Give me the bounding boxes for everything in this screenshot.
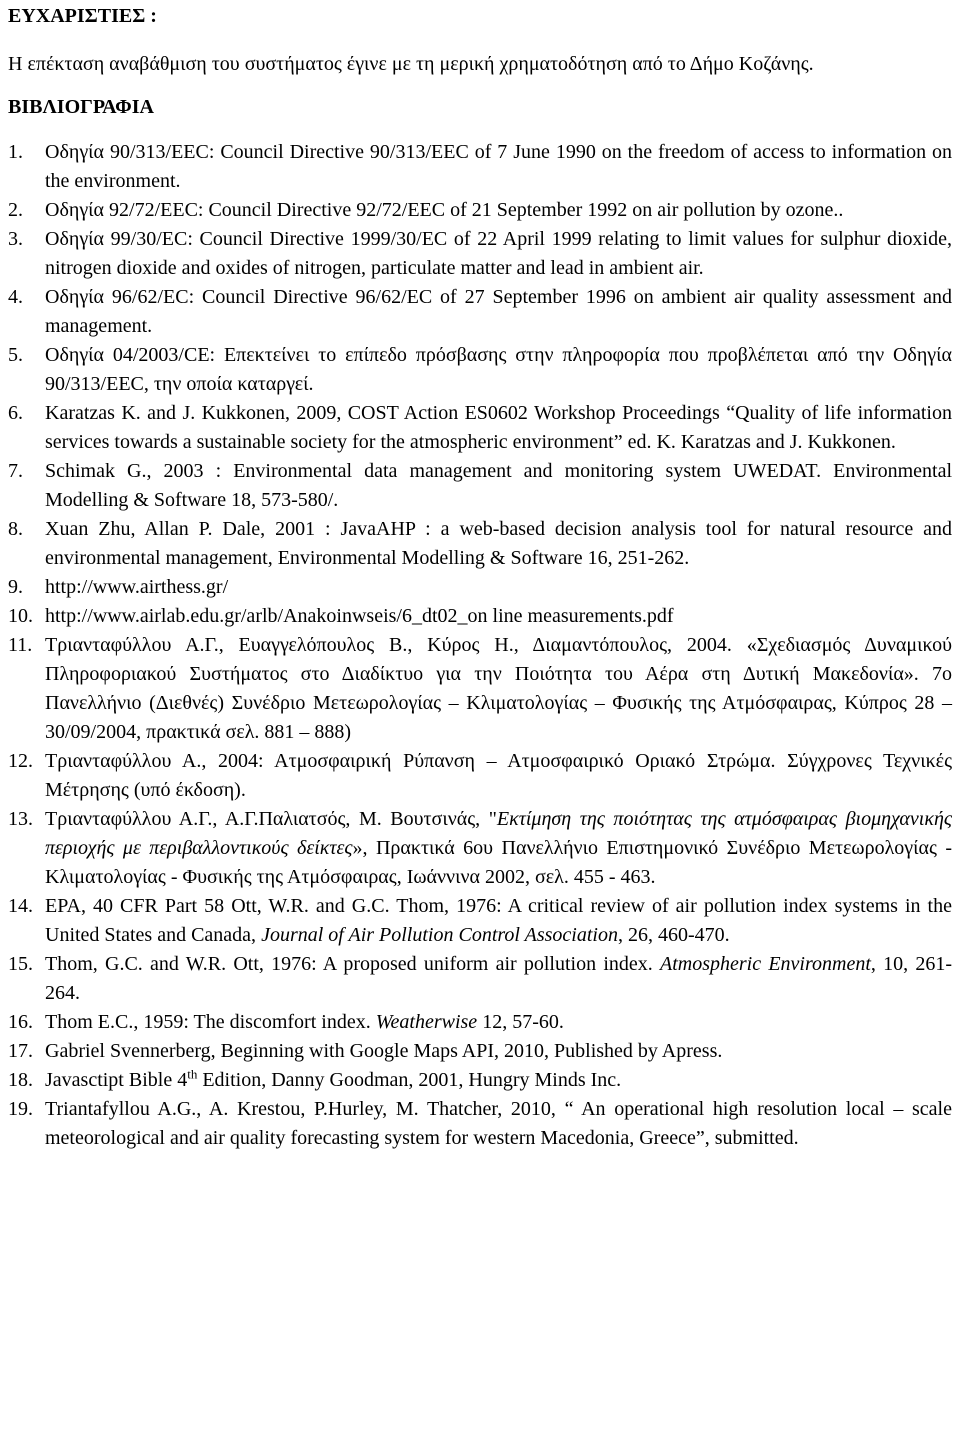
reference-text: Gabriel Svennerberg, Beginning with Google Maps API, 2010, Published by Apress. (45, 1040, 723, 1062)
reference-title-italic: Εκτίμηση της ποιότητας της ατμόσφαιρας βιομηχανικής περιοχής με περιβαλλοντικούς δείκτες (45, 808, 952, 859)
reference-item (8, 196, 952, 225)
reference-text: Xuan Zhu, Allan P. Dale, 2001 : JavaAHP : a web-based decision analysis tool for natural resource and environmental management, Environmental Modelling & Software 16, 251-262. (45, 518, 952, 569)
reference-number: 17. (8, 1040, 33, 1062)
bibliography-heading: ΒΙΒΛΙΟΓΡΑΦΙΑ (8, 96, 154, 118)
reference-number: 8. (8, 518, 23, 540)
reference-text: Τριανταφύλλου Α.Γ., Ευαγγελόπουλος Β., Κύρος Η., Διαμαντόπουλος, 2004. «Σχεδιασμός Δυναμικού Πληροφοριακού Συστήματος στο Διαδίκτυο για την Ποιότητα του Αέρα στη Δυτική Μακεδονία». 7ο Πανελλήνιο (Διεθνές) Συνέδριο Μετεωρολογίας – Κλιματολογίας – Φυσικής της Ατμόσφαιρας, Κύπρος 28 – 30/09/2004, πρακτικά σελ. 881 – 888) (45, 634, 952, 743)
reference-text: Karatzas K. and J. Kukkonen, 2009, COST Action ES0602 Workshop Proceedings “Quality of life information services towards a sustainable society for the atmospheric environment” ed. K. Karatzas and J. Kukkonen. (45, 402, 952, 453)
reference-item (8, 138, 952, 196)
reference-item (8, 602, 952, 631)
reference-text: EPA, 40 CFR Part 58 Ott, W.R. and G.C. Thom, 1976: A critical review of air pollution index systems in the United States and Canada, (45, 895, 952, 946)
reference-number: 18. (8, 1069, 33, 1091)
reference-number: 13. (8, 808, 33, 830)
reference-text: , 26, 460-470. (617, 924, 730, 946)
reference-text: Thom E.C., 1959: The discomfort index. (45, 1011, 376, 1033)
reference-item (8, 283, 952, 341)
reference-number: 15. (8, 953, 33, 975)
reference-text: Javasctipt Bible 4 (45, 1069, 188, 1091)
reference-number: 12. (8, 750, 33, 772)
acknowledgements-text: Η επέκταση αναβάθμιση του συστήματος έγινε με τη μερική χρηματοδότηση από το Δήμο Κοζάνης. (8, 53, 814, 75)
reference-text: Edition, Danny Goodman, 2001, Hungry Minds Inc. (197, 1069, 622, 1091)
reference-number: 6. (8, 402, 23, 424)
reference-number: 16. (8, 1011, 33, 1033)
reference-number: 10. (8, 605, 33, 627)
reference-item (8, 631, 952, 747)
reference-link[interactable]: http://www.airthess.gr/ (45, 576, 229, 598)
reference-text: Schimak G., 2003 : Environmental data management and monitoring system UWEDAT. Environmental Modelling & Software 18, 573-580/. (45, 460, 952, 511)
reference-item (8, 950, 952, 1008)
reference-number: 5. (8, 344, 23, 366)
reference-text: Τριανταφύλλου Α.Γ., Α.Γ.Παλιατσός, Μ. Βουτσινάς, " (45, 808, 497, 830)
reference-item (8, 1095, 952, 1153)
reference-number: 19. (8, 1098, 33, 1120)
reference-title-italic: Journal of Air Pollution Control Association (261, 924, 618, 946)
reference-text: Triantafyllou A.G., A. Krestou, P.Hurley, M. Thatcher, 2010, “ An operational high resolution local – scale meteorological and air quality forecasting system for western Macedonia, Greece”, submitted. (45, 1098, 952, 1149)
reference-item (8, 1008, 952, 1037)
reference-number: 14. (8, 895, 33, 917)
reference-item (8, 515, 952, 573)
reference-item (8, 892, 952, 950)
reference-superscript: th (187, 1066, 198, 1082)
reference-item (8, 1037, 952, 1066)
reference-number: 11. (8, 634, 33, 656)
reference-item (8, 747, 952, 805)
reference-title-italic: Atmospheric Environment (660, 953, 871, 975)
reference-text: », Πρακτικά 6ου Πανελλήνιο Επιστημονικό Συνέδριο Μετεωρολογίας - Κλιματολογίας - Φυσικής της Ατμόσφαιρας, Ιωάννινα 2002, σελ. 455 - 463. (45, 837, 952, 888)
document-page (0, 2, 960, 1153)
reference-item (8, 225, 952, 283)
reference-number: 1. (8, 141, 23, 163)
reference-item (8, 399, 952, 457)
reference-number: 7. (8, 460, 23, 482)
reference-link[interactable]: http://www.airlab.edu.gr/arlb/Anakoinwseis/6_dt02_on line measurements.pdf (45, 605, 674, 627)
reference-text: Οδηγία 99/30/EC: Council Directive 1999/30/EC of 22 April 1999 relating to limit values for sulphur dioxide, nitrogen dioxide and oxides of nitrogen, particulate matter and lead in ambient air. (45, 228, 952, 279)
reference-number: 4. (8, 286, 23, 308)
reference-text: Οδηγία 04/2003/CE: Επεκτείνει το επίπεδο πρόσβασης στην πληροφορία που προβλέπεται από την Οδηγία 90/313/EEC, την οποία καταργεί. (45, 344, 952, 395)
reference-number: 9. (8, 576, 23, 598)
reference-text: Οδηγία 90/313/EEC: Council Directive 90/313/EEC of 7 June 1990 on the freedom of access to information on the environment. (45, 141, 952, 192)
reference-text: , 10, 261-264. (45, 953, 952, 1004)
reference-number: 3. (8, 228, 23, 250)
reference-list (8, 138, 952, 1153)
reference-number: 2. (8, 199, 23, 221)
reference-item (8, 573, 952, 602)
reference-item (8, 1066, 952, 1095)
reference-title-italic: Weatherwise (375, 1011, 478, 1033)
reference-item (8, 805, 952, 892)
reference-item (8, 457, 952, 515)
reference-text: Οδηγία 92/72/EEC: Council Directive 92/72/EEC of 21 September 1992 on air pollution by ozone.. (45, 199, 844, 221)
reference-item (8, 341, 952, 399)
acknowledgements-heading: ΕΥΧΑΡΙΣΤΙΕΣ : (8, 5, 157, 27)
reference-text: 12, 57-60. (477, 1011, 564, 1033)
reference-text: Οδηγία 96/62/EC: Council Directive 96/62/EC of 27 September 1996 on ambient air quality assessment and management. (45, 286, 952, 337)
reference-text: Τριανταφύλλου Α., 2004: Ατμοσφαιρική Ρύπανση – Ατμοσφαιρικό Οριακό Στρώμα. Σύγχρονες Τεχνικές Μέτρησης (υπό έκδοση). (45, 750, 952, 801)
reference-text: Thom, G.C. and W.R. Ott, 1976: A proposed uniform air pollution index. (45, 953, 660, 975)
